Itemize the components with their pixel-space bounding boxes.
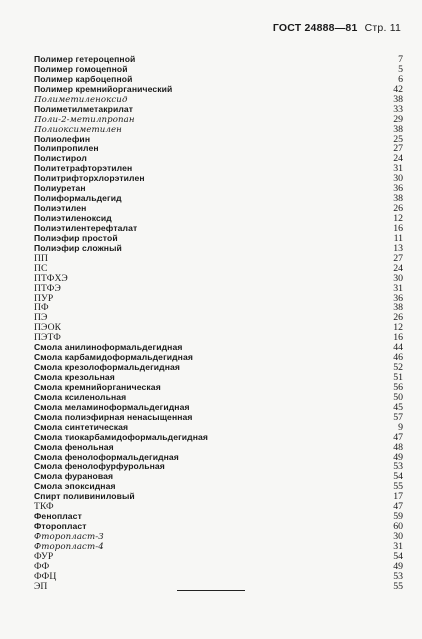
entry-term: ПУР bbox=[34, 292, 54, 304]
entry-term: ФУР bbox=[34, 550, 54, 562]
entry-term: Смола анилиноформальдегидная bbox=[34, 342, 183, 353]
index-entry bbox=[34, 443, 405, 453]
entry-term: Смола фенолофурфурольная bbox=[34, 461, 165, 472]
entry-page: 57 bbox=[393, 411, 403, 423]
entry-term: Фторопласт-4 bbox=[34, 541, 104, 552]
entry-term: ПТФЭ bbox=[34, 282, 61, 294]
term-index-list bbox=[34, 55, 405, 592]
entry-page: 12 bbox=[393, 322, 403, 334]
entry-page: 50 bbox=[393, 391, 403, 403]
entry-term: Фенопласт bbox=[34, 511, 82, 522]
index-entry bbox=[34, 144, 405, 154]
entry-term: Смола крезолоформальдегидная bbox=[34, 362, 181, 373]
entry-term: Полимер гомоцепной bbox=[34, 63, 128, 74]
index-entry bbox=[34, 522, 405, 532]
entry-page: 6 bbox=[398, 73, 403, 85]
page-number: Стр. 11 bbox=[364, 22, 401, 34]
entry-term: Политрифторхлорэтилен bbox=[34, 173, 145, 184]
entry-page: 52 bbox=[393, 362, 403, 374]
entry-page: 31 bbox=[393, 163, 403, 175]
index-entry bbox=[34, 105, 405, 115]
entry-term: Полиэфир простой bbox=[34, 232, 118, 243]
entry-term: ПС bbox=[34, 262, 48, 274]
entry-term: Полимер карбоцепной bbox=[34, 73, 133, 84]
entry-page: 16 bbox=[393, 332, 403, 344]
entry-page: 48 bbox=[393, 441, 403, 453]
entry-term: Спирт поливиниловый bbox=[34, 491, 135, 502]
entry-page: 47 bbox=[393, 431, 403, 443]
standard-code: ГОСТ 24888—81 bbox=[272, 22, 358, 34]
entry-page: 13 bbox=[393, 242, 403, 254]
index-entry bbox=[34, 85, 405, 95]
entry-page: 30 bbox=[393, 272, 403, 284]
entry-page: 31 bbox=[393, 282, 403, 294]
index-entry bbox=[34, 115, 405, 125]
entry-page: 9 bbox=[398, 421, 403, 433]
index-entry bbox=[34, 254, 405, 264]
entry-page: 31 bbox=[393, 540, 403, 552]
entry-term: ФФЦ bbox=[34, 570, 57, 582]
index-entry bbox=[34, 552, 405, 562]
entry-page: 24 bbox=[393, 153, 403, 165]
entry-term: Полиформальдегид bbox=[34, 193, 122, 204]
index-entry bbox=[34, 562, 405, 572]
entry-page: 54 bbox=[393, 550, 403, 562]
entry-term: Полиолефин bbox=[34, 133, 91, 144]
entry-term: Полиэтиленоксид bbox=[34, 213, 112, 223]
entry-term: Политетрафторэтилен bbox=[34, 163, 133, 174]
entry-term: Полипропилен bbox=[34, 143, 99, 154]
entry-page: 29 bbox=[393, 113, 403, 125]
entry-page: 5 bbox=[398, 63, 403, 75]
index-entry bbox=[34, 502, 405, 512]
entry-page: 38 bbox=[393, 193, 403, 205]
index-entry bbox=[34, 294, 405, 304]
index-entry bbox=[34, 194, 405, 204]
entry-term: Фторопласт bbox=[34, 521, 87, 532]
entry-term: Полиэфир сложный bbox=[34, 242, 122, 253]
entry-term: Смола кремнийорганическая bbox=[34, 381, 161, 392]
index-entry bbox=[34, 313, 405, 323]
entry-term: Смола фурановая bbox=[34, 471, 114, 482]
entry-term: Полиметилметакрилат bbox=[34, 103, 134, 114]
entry-page: 38 bbox=[393, 93, 403, 105]
entry-term: Смола синтетическая bbox=[34, 421, 129, 432]
index-entry bbox=[34, 323, 405, 333]
entry-term: Смола фенольная bbox=[34, 441, 114, 452]
entry-term: Смола фенолоформальдегидная bbox=[34, 451, 179, 462]
entry-page: 26 bbox=[393, 203, 403, 215]
entry-term: Полиэтилентерефталат bbox=[34, 222, 138, 233]
entry-term: Полимер кремнийорганический bbox=[34, 83, 173, 94]
entry-term: ТКФ bbox=[34, 501, 54, 513]
index-entry bbox=[34, 492, 405, 502]
entry-page: 55 bbox=[393, 580, 403, 592]
entry-page: 56 bbox=[393, 381, 403, 393]
entry-page: 16 bbox=[393, 222, 403, 234]
entry-page: 53 bbox=[393, 570, 403, 582]
entry-page: 26 bbox=[393, 312, 403, 324]
entry-term: Смола крезольная bbox=[34, 372, 115, 382]
entry-term: Полиметиленоксид bbox=[34, 94, 128, 105]
entry-term: Полистирол bbox=[34, 153, 87, 164]
entry-term: Смола полиэфирная ненасыщенная bbox=[34, 411, 193, 422]
entry-term: Фторопласт-3 bbox=[34, 532, 104, 542]
entry-term: Полиоксиметилен bbox=[34, 124, 122, 135]
entry-page: 25 bbox=[393, 133, 403, 145]
index-entry bbox=[34, 244, 405, 254]
index-entry bbox=[34, 125, 405, 135]
index-entry bbox=[34, 542, 405, 552]
entry-page: 7 bbox=[398, 54, 403, 65]
entry-page: 49 bbox=[393, 451, 403, 463]
entry-term: Смола карбамидоформальдегидная bbox=[34, 352, 193, 363]
entry-page: 60 bbox=[393, 521, 403, 533]
entry-page: 55 bbox=[393, 481, 403, 493]
entry-term: ПП bbox=[34, 252, 49, 264]
entry-term: Смола эпоксидная bbox=[34, 481, 116, 492]
entry-page: 33 bbox=[393, 103, 403, 115]
entry-page: 54 bbox=[393, 471, 403, 483]
entry-term: Смола меламиноформальдегидная bbox=[34, 401, 190, 412]
entry-term: Смола ксиленольная bbox=[34, 391, 127, 402]
entry-page: 38 bbox=[393, 302, 403, 314]
entry-page: 30 bbox=[393, 531, 403, 542]
index-entry bbox=[34, 174, 405, 184]
entry-page: 27 bbox=[393, 252, 403, 264]
entry-term: ФФ bbox=[34, 560, 50, 572]
entry-page: 51 bbox=[393, 372, 403, 383]
index-entry bbox=[34, 572, 405, 582]
entry-page: 12 bbox=[393, 213, 403, 224]
index-entry bbox=[34, 532, 405, 542]
entry-page: 46 bbox=[393, 352, 403, 364]
entry-term: Смола тиокарбамидоформальдегидная bbox=[34, 431, 209, 442]
entry-term: ПФ bbox=[34, 302, 49, 314]
entry-page: 27 bbox=[393, 143, 403, 155]
entry-term: ПЭТФ bbox=[34, 332, 61, 344]
entry-term: Полимер гетероцепной bbox=[34, 54, 136, 64]
entry-term: Полиуретан bbox=[34, 183, 86, 194]
entry-term: Полиэтилен bbox=[34, 203, 87, 214]
entry-page: 42 bbox=[393, 83, 403, 95]
entry-term: ПЭОК bbox=[34, 322, 62, 334]
index-entry bbox=[34, 264, 405, 274]
entry-page: 36 bbox=[393, 183, 403, 195]
entry-page: 45 bbox=[393, 401, 403, 413]
footer-rule bbox=[177, 590, 245, 591]
entry-page: 36 bbox=[393, 292, 403, 304]
entry-term: ЭП bbox=[34, 580, 48, 592]
entry-page: 44 bbox=[393, 342, 403, 354]
index-entry bbox=[34, 274, 405, 284]
entry-page: 47 bbox=[393, 501, 403, 513]
entry-term: Поли-2-метилпропан bbox=[34, 114, 135, 125]
entry-term: ПТФХЭ bbox=[34, 272, 68, 284]
index-entry bbox=[34, 284, 405, 294]
entry-page: 30 bbox=[393, 173, 403, 185]
page-header bbox=[273, 22, 401, 34]
entry-term: ПЭ bbox=[34, 312, 48, 324]
entry-page: 38 bbox=[393, 123, 403, 135]
index-entry bbox=[34, 512, 405, 522]
entry-page: 53 bbox=[393, 461, 403, 473]
index-entry bbox=[34, 303, 405, 313]
entry-page: 24 bbox=[393, 262, 403, 274]
entry-page: 11 bbox=[393, 232, 403, 244]
entry-page: 59 bbox=[393, 511, 403, 523]
entry-page: 49 bbox=[393, 560, 403, 572]
entry-page: 17 bbox=[393, 491, 403, 503]
